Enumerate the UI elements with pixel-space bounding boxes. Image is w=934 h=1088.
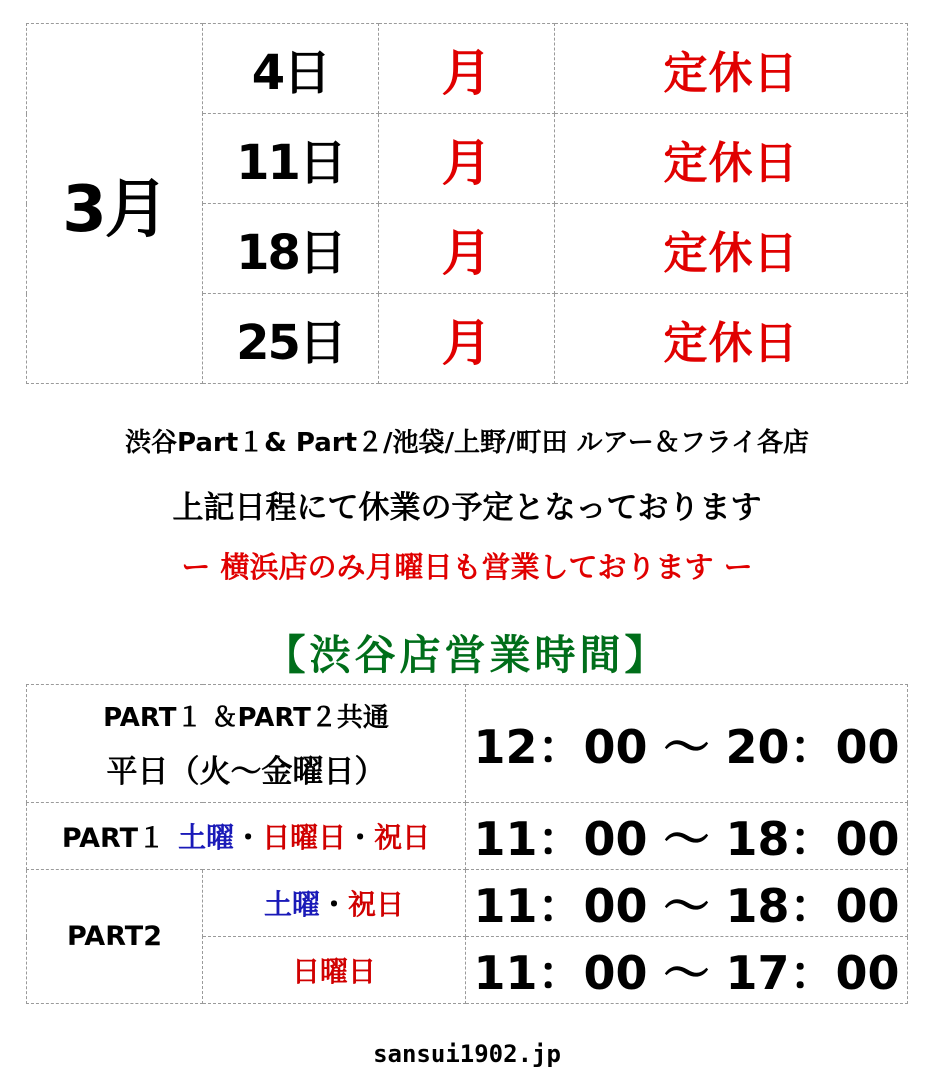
separator: ・	[346, 821, 375, 854]
closed-days-table	[26, 23, 908, 384]
closed-day-row	[27, 24, 908, 114]
hours-row-part1-weekend	[27, 803, 908, 870]
day-cell: 11日	[203, 114, 379, 204]
saturday-label: 土曜	[178, 821, 235, 854]
separator: ・	[234, 821, 263, 854]
part2-sun-time: 11：00 ～ 17：00	[466, 937, 908, 1004]
status-cell: 定休日	[555, 114, 908, 204]
weekday-time: 12：00 ～ 20：00	[466, 685, 908, 803]
weekday-cell: 月	[379, 294, 555, 384]
status-cell: 定休日	[555, 24, 908, 114]
weekday-line2: 平日（火～金曜日）	[106, 753, 386, 790]
part2-label: PART2	[27, 870, 203, 1004]
closure-message: 上記日程にて休業の予定となっております	[172, 490, 762, 526]
weekday-line1: PART１ ＆PART２共通	[103, 702, 389, 733]
part2-sun-label-cell	[203, 937, 466, 1004]
business-hours-table	[26, 684, 908, 1004]
holiday-label: 祝日	[348, 888, 405, 921]
part1-weekend-label	[27, 803, 466, 870]
website-link[interactable]: sansui1902.jp	[373, 1040, 561, 1068]
part1-label: PART１	[61, 823, 166, 854]
saturday-label: 土曜	[263, 888, 320, 921]
yokohama-exception: ー 横浜店のみ月曜日も営業しております ー	[181, 550, 753, 584]
stores-notice: 渋谷Part１& Part２/池袋/上野/町田 ルアー＆フライ各店	[124, 428, 809, 458]
day-cell: 4日	[203, 24, 379, 114]
part1-weekend-time: 11：00 ～ 18：00	[466, 803, 908, 870]
separator: ・	[319, 888, 348, 921]
holiday-label: 祝日	[374, 821, 431, 854]
day-cell: 18日	[203, 204, 379, 294]
status-cell: 定休日	[555, 294, 908, 384]
weekday-cell: 月	[379, 114, 555, 204]
sunday-label: 日曜日	[262, 821, 347, 854]
hours-title: 【渋谷店営業時間】	[264, 631, 670, 679]
weekday-label-cell	[27, 685, 466, 803]
month-cell: 3月	[27, 24, 203, 384]
part2-sat-hol-label	[203, 870, 466, 937]
sunday-label: 日曜日	[291, 955, 376, 988]
hours-row-weekday	[27, 685, 908, 803]
hours-row-part2-sat	[27, 870, 908, 937]
weekday-cell: 月	[379, 24, 555, 114]
status-cell: 定休日	[555, 204, 908, 294]
weekday-cell: 月	[379, 204, 555, 294]
part2-sat-time: 11：00 ～ 18：00	[466, 870, 908, 937]
day-cell: 25日	[203, 294, 379, 384]
